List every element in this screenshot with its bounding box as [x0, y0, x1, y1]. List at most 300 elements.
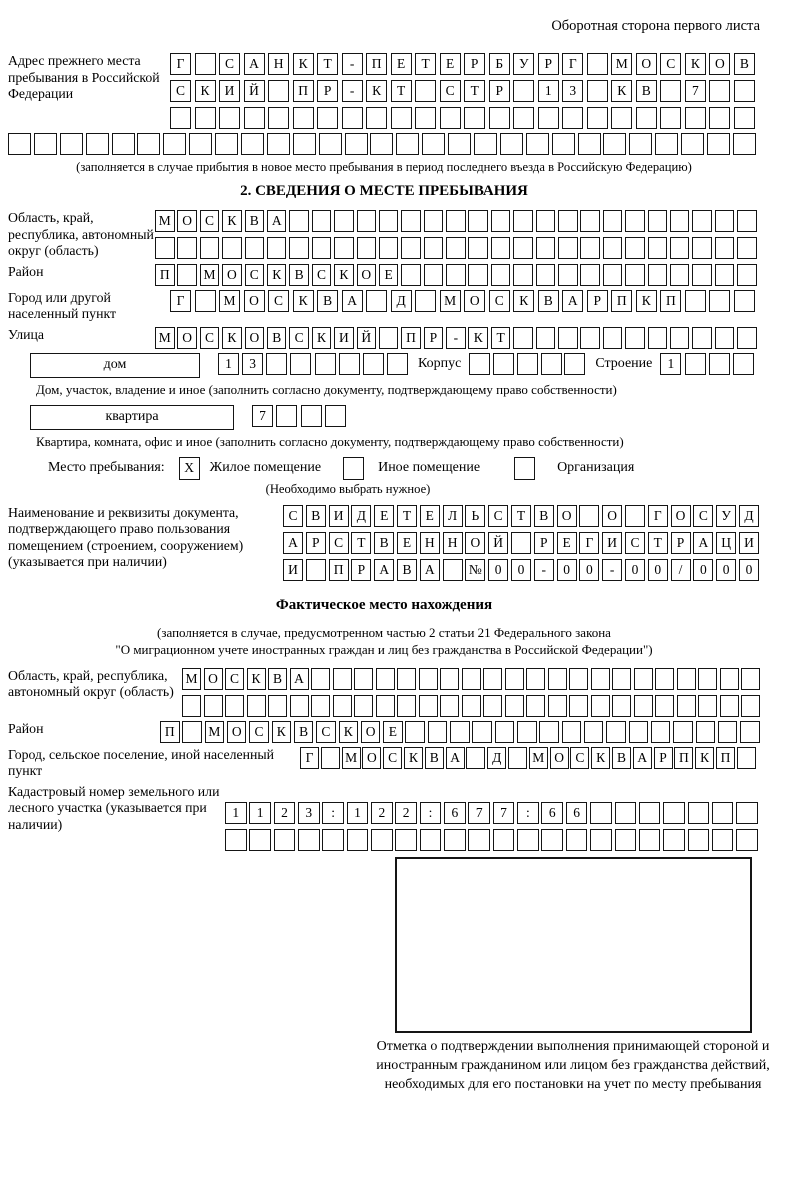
char-box: [517, 829, 539, 851]
stay-type-caption: (Необходимо выбрать нужное): [265, 481, 431, 496]
char-box: [493, 353, 514, 375]
char-box: [446, 210, 466, 232]
char-box: 7: [685, 80, 706, 102]
char-box: [590, 829, 612, 851]
char-box: В: [397, 559, 417, 581]
char-box: [370, 133, 393, 155]
char-box: [564, 353, 585, 375]
char-box: Ц: [716, 532, 736, 554]
char-box: -: [446, 327, 466, 349]
char-box: [569, 668, 588, 690]
char-box: П: [293, 80, 314, 102]
char-box: [322, 829, 344, 851]
char-box: [289, 237, 309, 259]
char-box: [428, 721, 448, 743]
char-box: Г: [300, 747, 319, 769]
char-box: М: [529, 747, 548, 769]
char-box: [655, 133, 678, 155]
char-box: [660, 80, 681, 102]
char-box: [677, 695, 696, 717]
char-box: [736, 829, 758, 851]
char-box: [500, 133, 523, 155]
char-box: [558, 210, 578, 232]
char-box: [651, 721, 671, 743]
char-box: Ь: [465, 505, 485, 527]
char-box: [639, 802, 661, 824]
char-box: [733, 353, 754, 375]
char-box: [508, 747, 527, 769]
prev-address-label: Адрес прежнего места пребывания в Российской Федерации: [8, 53, 160, 101]
char-box: [225, 829, 247, 851]
char-box: Е: [420, 505, 440, 527]
char-box: [696, 721, 716, 743]
char-box: [450, 721, 470, 743]
char-box: [536, 327, 556, 349]
char-box: [200, 237, 220, 259]
char-box: В: [636, 80, 657, 102]
char-box: [401, 264, 421, 286]
char-box: [670, 210, 690, 232]
char-box: [712, 829, 734, 851]
char-box: О: [245, 327, 265, 349]
char-box: [306, 559, 326, 581]
char-box-row: [469, 353, 585, 375]
char-box: [720, 668, 739, 690]
char-box: [505, 668, 524, 690]
char-box: [736, 802, 758, 824]
char-box: О: [709, 53, 730, 75]
char-box: [315, 353, 336, 375]
char-box: 0: [511, 559, 531, 581]
char-box: Е: [391, 53, 412, 75]
char-box: Т: [511, 505, 531, 527]
char-box: К: [195, 80, 216, 102]
cadastral-field: [8, 784, 760, 851]
char-box: [379, 237, 399, 259]
char-box: [587, 80, 608, 102]
stay-type-label: Место пребывания:: [48, 460, 165, 475]
char-box: [298, 829, 320, 851]
char-box: О: [177, 210, 197, 232]
char-box: Р: [534, 532, 554, 554]
char-box: С: [245, 264, 265, 286]
char-box: [419, 695, 438, 717]
actual-region-rows: [182, 668, 760, 717]
char-box: [558, 237, 578, 259]
char-box: [734, 290, 755, 312]
char-box: Т: [351, 532, 371, 554]
char-box: [491, 264, 511, 286]
char-box: О: [177, 327, 197, 349]
char-box: -: [342, 80, 363, 102]
char-box: 7: [252, 405, 273, 427]
char-box: [673, 721, 693, 743]
char-box: [648, 327, 668, 349]
char-box: 0: [488, 559, 508, 581]
char-box: [552, 133, 575, 155]
char-box: [357, 210, 377, 232]
actual-location-caption-line1: (заполняется в случае, предусмотренном частью 2 статьи 21 Федерального закона: [157, 624, 611, 640]
char-box: [720, 695, 739, 717]
char-box: Р: [587, 290, 608, 312]
char-box: [401, 237, 421, 259]
char-box: [319, 133, 342, 155]
document-field: [8, 505, 760, 581]
char-box: [468, 210, 488, 232]
char-box: К: [339, 721, 359, 743]
char-box: [420, 829, 442, 851]
char-box: [333, 695, 352, 717]
char-box: 1: [538, 80, 559, 102]
char-box: [685, 107, 706, 129]
char-box: [709, 353, 730, 375]
char-box: В: [534, 505, 554, 527]
char-box: [587, 53, 608, 75]
char-box: [513, 107, 534, 129]
char-box: [709, 290, 730, 312]
char-box: [740, 721, 760, 743]
char-box: М: [440, 290, 461, 312]
char-box: 0: [625, 559, 645, 581]
char-box: Г: [579, 532, 599, 554]
char-box: 2: [274, 802, 296, 824]
char-box: Н: [268, 53, 289, 75]
char-box: К: [247, 668, 266, 690]
char-box: [625, 327, 645, 349]
char-box: С: [488, 505, 508, 527]
char-box: М: [205, 721, 225, 743]
char-box: А: [267, 210, 287, 232]
char-box: О: [671, 505, 691, 527]
char-box: И: [334, 327, 354, 349]
char-box: 6: [444, 802, 466, 824]
city-label: Город или другой населенный пункт: [8, 289, 117, 321]
char-box: [625, 210, 645, 232]
char-box: 1: [225, 802, 247, 824]
char-box: [219, 107, 240, 129]
char-box: [376, 668, 395, 690]
char-box: [363, 353, 384, 375]
char-box: [625, 505, 645, 527]
char-box: А: [342, 290, 363, 312]
prev-address-field: [8, 53, 760, 129]
char-box: Г: [170, 290, 191, 312]
char-box: Р: [538, 53, 559, 75]
char-box: [648, 237, 668, 259]
char-box: [634, 695, 653, 717]
char-box: [34, 133, 57, 155]
char-box: [513, 210, 533, 232]
char-box: В: [289, 264, 309, 286]
char-box: В: [612, 747, 631, 769]
char-box: С: [489, 290, 510, 312]
confirmation-stamp-caption: Отметка о подтверждении выполнения принимающей стороной и иностранным гражданином или лицом без гражданства действий, необходимых для его постановки на учет по месту пребывания: [376, 1038, 770, 1092]
char-box: [670, 237, 690, 259]
char-box: С: [316, 721, 336, 743]
char-box: А: [244, 53, 265, 75]
char-box: [312, 210, 332, 232]
char-box: Й: [488, 532, 508, 554]
char-box: [639, 829, 661, 851]
char-box: [371, 829, 393, 851]
char-box: [548, 668, 567, 690]
char-box: [333, 668, 352, 690]
char-box: О: [550, 747, 569, 769]
char-box: [472, 721, 492, 743]
char-box: [733, 133, 756, 155]
char-box: О: [465, 532, 485, 554]
char-box: [8, 133, 31, 155]
char-box: [715, 327, 735, 349]
char-box: [189, 133, 212, 155]
char-box: [376, 695, 395, 717]
char-box: [215, 133, 238, 155]
char-box: С: [660, 53, 681, 75]
char-box: [526, 695, 545, 717]
char-box: Д: [351, 505, 371, 527]
char-box: Р: [671, 532, 691, 554]
char-box: [339, 353, 360, 375]
char-box: [580, 210, 600, 232]
char-box: [468, 829, 490, 851]
char-box: [177, 264, 197, 286]
char-box: 1: [249, 802, 271, 824]
char-box: [354, 668, 373, 690]
char-box: К: [222, 210, 242, 232]
char-box: [562, 721, 582, 743]
char-box: [538, 107, 559, 129]
char-box: [707, 133, 730, 155]
char-box-row: [155, 264, 757, 286]
char-box: С: [625, 532, 645, 554]
stay-type-checkbox-other: [343, 457, 364, 480]
stroenie-label: Строение: [595, 355, 653, 371]
street-field: [8, 327, 760, 349]
char-box: В: [734, 53, 755, 75]
char-box: В: [267, 327, 287, 349]
char-box: Е: [397, 532, 417, 554]
char-box: П: [401, 327, 421, 349]
char-box: [182, 721, 202, 743]
char-box: 0: [739, 559, 759, 581]
char-box: [276, 405, 297, 427]
char-box: [195, 290, 216, 312]
actual-region-label: Область, край, республика, автономный округ (область): [8, 667, 174, 699]
char-box: Р: [306, 532, 326, 554]
char-box: [536, 210, 556, 232]
char-box: [681, 133, 704, 155]
char-box: И: [739, 532, 759, 554]
char-box: №: [465, 559, 485, 581]
char-box: [541, 353, 562, 375]
char-box: [424, 237, 444, 259]
char-box: [317, 107, 338, 129]
actual-city-field: [8, 747, 760, 780]
char-box: [548, 695, 567, 717]
char-box: [446, 237, 466, 259]
char-box: [685, 290, 706, 312]
char-box: [539, 721, 559, 743]
char-box: [334, 210, 354, 232]
char-box: [615, 829, 637, 851]
char-box: К: [695, 747, 714, 769]
house-field: [30, 353, 760, 378]
char-box: [321, 747, 340, 769]
char-box: Т: [648, 532, 668, 554]
char-box: [526, 668, 545, 690]
korpus-label: Корпус: [418, 355, 462, 371]
char-box: 0: [716, 559, 736, 581]
char-box: [578, 133, 601, 155]
char-box: [648, 210, 668, 232]
char-box: [312, 237, 332, 259]
char-box: К: [334, 264, 354, 286]
char-box: [204, 695, 223, 717]
char-box-row: [283, 505, 759, 527]
char-box: [692, 327, 712, 349]
char-box: [517, 353, 538, 375]
char-box: К: [685, 53, 706, 75]
char-box: [446, 264, 466, 286]
char-box: [698, 668, 717, 690]
char-box: [391, 107, 412, 129]
char-box: [709, 80, 730, 102]
char-box: [663, 802, 685, 824]
char-box-row: [283, 532, 759, 554]
char-box: О: [557, 505, 577, 527]
char-box: [495, 721, 515, 743]
apartment-field: [30, 405, 760, 430]
char-box: Л: [443, 505, 463, 527]
char-box: [440, 107, 461, 129]
char-box: [513, 237, 533, 259]
char-box: [511, 532, 531, 554]
char-box: [268, 80, 289, 102]
char-box: [660, 107, 681, 129]
char-box: К: [636, 290, 657, 312]
char-box: 1: [218, 353, 239, 375]
char-box: [334, 237, 354, 259]
char-box: -: [534, 559, 554, 581]
char-box: [395, 829, 417, 851]
char-box: [293, 133, 316, 155]
house-caption: Дом, участок, владение и иное (заполнить согласно документу, подтверждающему право собственности): [36, 381, 617, 397]
char-box: [311, 668, 330, 690]
char-box: [440, 668, 459, 690]
document-rows: [283, 505, 759, 581]
char-box: [625, 264, 645, 286]
char-box: С: [268, 290, 289, 312]
char-box: [396, 133, 419, 155]
char-box: [245, 237, 265, 259]
char-box: [266, 353, 287, 375]
stay-type-option-organization: Организация: [557, 460, 635, 475]
char-box: [267, 133, 290, 155]
char-box: [590, 802, 612, 824]
char-box-row: [300, 747, 756, 769]
char-box: [663, 829, 685, 851]
char-box: П: [155, 264, 175, 286]
prev-address-caption: (заполняется в случае прибытия в новое место пребывания в период последнего въезда в Российскую Федерацию): [76, 160, 692, 174]
char-box: [584, 721, 604, 743]
char-box: [462, 668, 481, 690]
char-box: Е: [557, 532, 577, 554]
char-box: Е: [440, 53, 461, 75]
char-box: [86, 133, 109, 155]
char-box: [580, 264, 600, 286]
char-box: [493, 829, 515, 851]
char-box: [290, 695, 309, 717]
char-box: [182, 695, 201, 717]
char-box: 3: [242, 353, 263, 375]
char-box-row: [8, 133, 756, 155]
char-box-row: [218, 353, 408, 375]
char-box: [222, 237, 242, 259]
char-box: А: [562, 290, 583, 312]
char-box: [587, 107, 608, 129]
char-box: [354, 695, 373, 717]
char-box: П: [660, 290, 681, 312]
char-box: [698, 695, 717, 717]
char-box: [366, 290, 387, 312]
char-box: К: [293, 53, 314, 75]
char-box: [737, 210, 757, 232]
char-box: [591, 668, 610, 690]
char-box: Г: [562, 53, 583, 75]
char-box: [415, 290, 436, 312]
char-box: [526, 133, 549, 155]
char-box-row: [225, 802, 758, 824]
char-box: Р: [424, 327, 444, 349]
char-box: М: [200, 264, 220, 286]
char-box: 3: [298, 802, 320, 824]
char-box: В: [317, 290, 338, 312]
char-box: [464, 107, 485, 129]
char-box: [241, 133, 264, 155]
char-box: :: [517, 802, 539, 824]
char-box: [655, 668, 674, 690]
char-box: М: [155, 210, 175, 232]
char-box: 1: [660, 353, 681, 375]
char-box: [569, 695, 588, 717]
char-box-row: [283, 559, 759, 581]
char-box: 0: [693, 559, 713, 581]
char-box: К: [404, 747, 423, 769]
char-box: С: [329, 532, 349, 554]
char-box: К: [468, 327, 488, 349]
char-box: [466, 747, 485, 769]
street-label: Улица: [8, 326, 44, 342]
char-box: [468, 264, 488, 286]
char-box: [325, 405, 346, 427]
char-box: [397, 668, 416, 690]
char-box: [440, 695, 459, 717]
char-box: [379, 210, 399, 232]
char-box: И: [219, 80, 240, 102]
char-box: К: [513, 290, 534, 312]
char-box: [536, 237, 556, 259]
char-box: И: [283, 559, 303, 581]
actual-region-field: [8, 668, 760, 717]
char-box: А: [420, 559, 440, 581]
char-box: О: [602, 505, 622, 527]
char-box: :: [420, 802, 442, 824]
char-box: [468, 237, 488, 259]
char-box: О: [357, 264, 377, 286]
char-box: К: [272, 721, 292, 743]
char-box: Е: [379, 264, 399, 286]
char-box: В: [425, 747, 444, 769]
